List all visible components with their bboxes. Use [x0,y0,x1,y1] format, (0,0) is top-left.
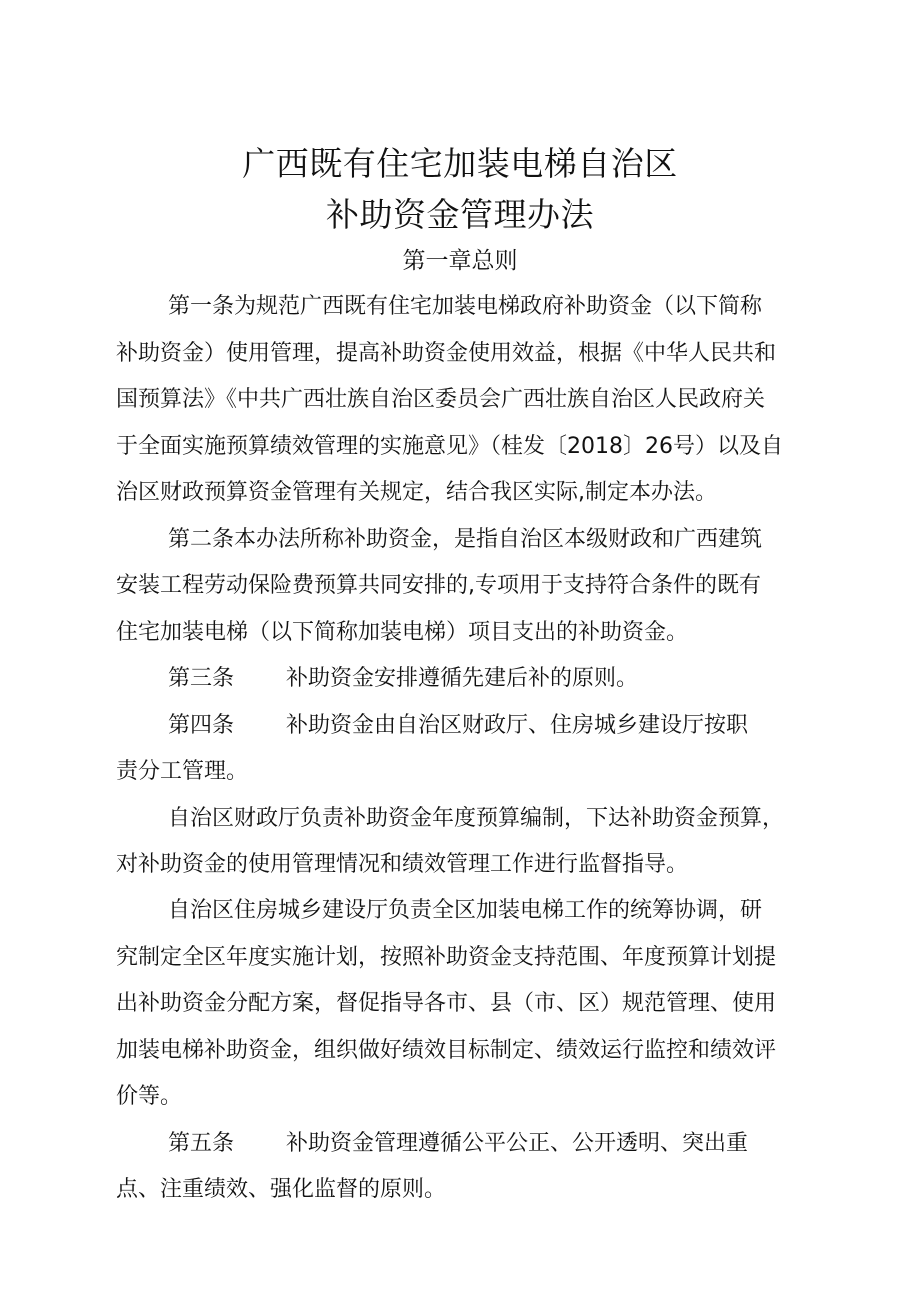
article-1-line-5: 治区财政预算资金管理有关规定，结合我区实际,制定本办法。 [116,480,717,505]
article-4-line-2: 责分工管理。 [116,759,249,784]
article-4-label: 第四条 [168,713,235,738]
article-3-text: 补助资金安排遵循先建后补的原则。 [286,666,639,691]
article-1-line-2: 补助资金）使用管理，提高补助资金使用效益，根据《中华人民共和 [116,341,777,366]
article-4-para-3-line-5: 价等。 [116,1084,183,1109]
article-5-label: 第五条 [168,1131,235,1156]
article-5-line-2: 点、注重绩效、强化监督的原则。 [116,1177,447,1202]
article-3 [168,664,638,694]
article-3-label: 第三条 [168,666,235,691]
article-4-para-3-line-2: 究制定全区年度实施计划，按照补助资金支持范围、年度预算计划提 [116,945,777,970]
article-4-text: 补助资金由自治区财政厅、住房城乡建设厅按职 [286,713,749,738]
article-2-line-1: 第二条本办法所称补助资金，是指自治区本级财政和广西建筑 [168,527,763,552]
article-4-para-3-line-1: 自治区住房城乡建设厅负责全区加装电梯工作的统筹协调，研 [168,898,763,923]
document-title-line-1: 广西既有住宅加装电梯自治区 [242,144,678,183]
article-2-line-2: 安装工程劳动保险费预算共同安排的,专项用于支持符合条件的既有 [116,573,761,598]
document-title-line-2: 补助资金管理办法 [326,195,594,234]
article-1-line-1: 第一条为规范广西既有住宅加装电梯政府补助资金（以下简称 [168,294,763,319]
article-4-para-3-line-3: 出补助资金分配方案，督促指导各市、县（市、区）规范管理、使用 [116,991,777,1016]
article-5-text: 补助资金管理遵循公平公正、公开透明、突出重 [286,1131,749,1156]
article-1-line-3: 国预算法》《中共广西壮族自治区委员会广西壮族自治区人民政府关 [116,387,766,412]
article-2-line-3: 住宅加装电梯（以下简称加装电梯）项目支出的补助资金。 [116,620,689,645]
article-4-para-2-line-1: 自治区财政厅负责补助资金年度预算编制，下达补助资金预算， [168,806,785,831]
article-5-line-1 [168,1129,748,1159]
article-1-line-4: 于全面实施预算绩效管理的实施意见》（桂发〔2018〕26号）以及自 [116,434,783,459]
article-4-para-2-line-2: 对补助资金的使用管理情况和绩效管理工作进行监督指导。 [116,852,689,877]
article-4-para-3-line-4: 加装电梯补助资金，组织做好绩效目标制定、绩效运行监控和绩效评 [116,1038,777,1063]
chapter-heading: 第一章总则 [402,248,518,274]
article-4-line-1 [168,711,748,741]
